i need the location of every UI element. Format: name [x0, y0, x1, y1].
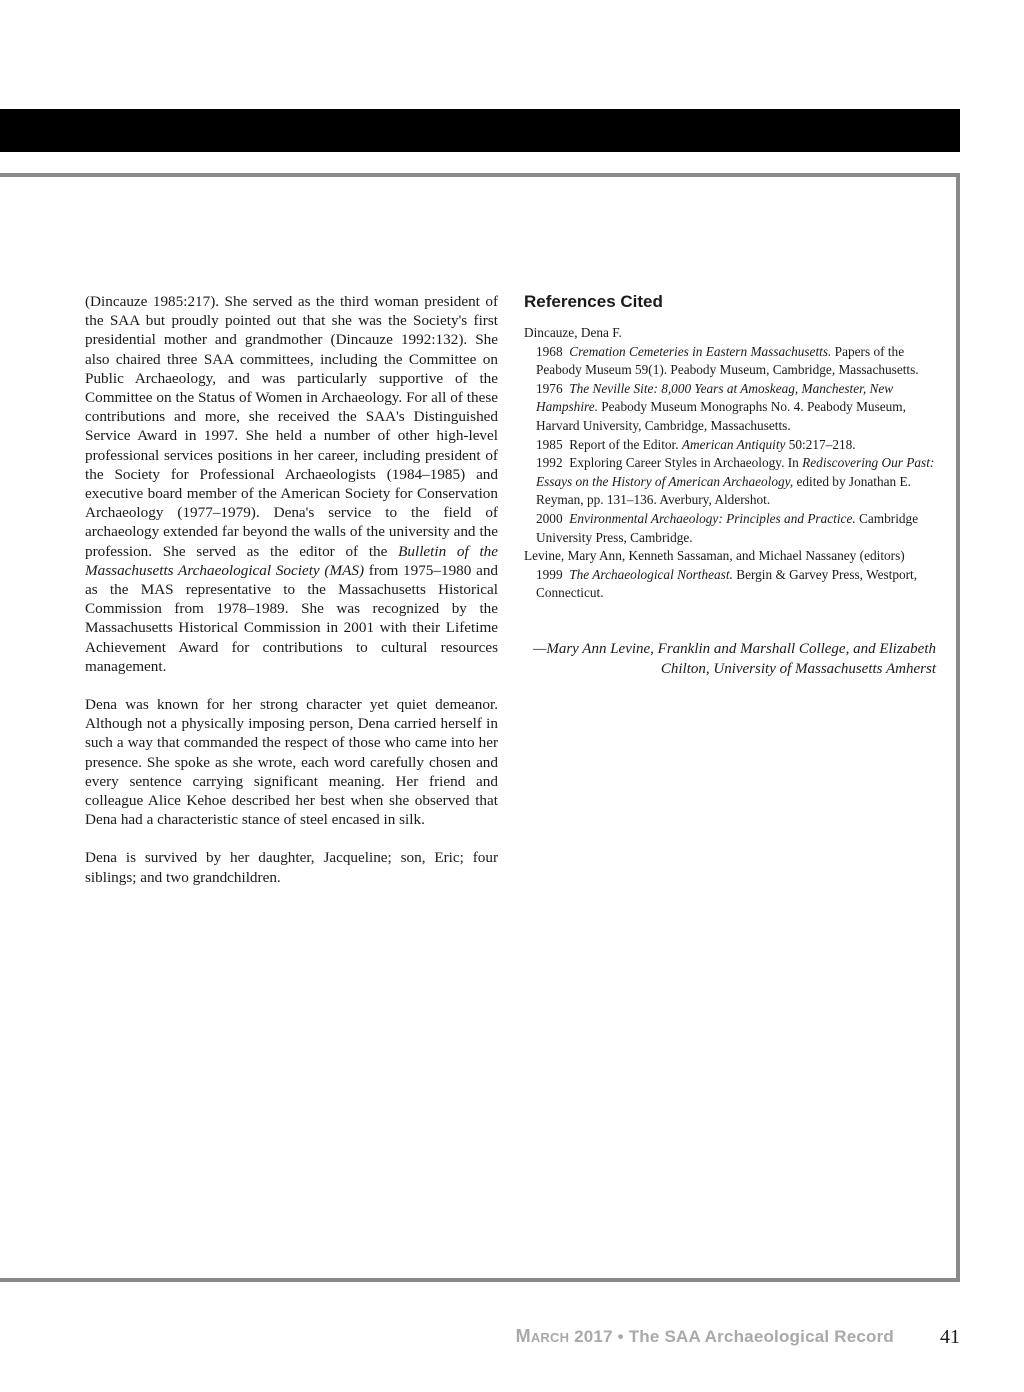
references-list: [524, 324, 936, 603]
reference-details: Bergin & Garvey Press, Westport, Connecticut.: [536, 566, 918, 601]
reference-entry: [536, 510, 936, 547]
page-number: 41: [940, 1326, 960, 1348]
paragraph-survived: Dena is survived by her daughter, Jacqueline; son, Eric; four siblings; and two grandchildren.: [85, 849, 498, 886]
references-heading: References Cited: [524, 292, 663, 311]
reference-author: Dincauze, Dena F.: [524, 325, 622, 340]
reference-year: 1992: [536, 455, 563, 471]
header-black-bar: [0, 109, 960, 152]
reference-entry: [536, 454, 936, 510]
reference-details: edited by Jonathan E. Reyman, pp. 131–136. Averbury, Aldershot.: [536, 473, 911, 508]
author-signature: —Mary Ann Levine, Franklin and Marshall College, and Elizabeth Chilton, University of Massachusetts Amherst: [532, 640, 936, 677]
reference-entry: [536, 343, 936, 380]
reference-year: 1968: [536, 343, 563, 359]
reference-details: Cambridge University Press, Cambridge.: [536, 510, 919, 545]
reference-details: Papers of the Peabody Museum 59(1). Peabody Museum, Cambridge, Massachusetts.: [536, 343, 919, 378]
reference-title: The Archaeological Northeast.: [569, 566, 733, 582]
paragraph-character: Dena was known for her strong character yet quiet demeanor. Although not a physically imposing person, Dena carried herself in such a way that commanded the respect of those who came into her presence. She spoke as she wrote, each word carefully chosen and every sentence carrying significant meaning. Her friend and colleague Alice Kehoe described her best when she observed that Dena had a characteristic stance of steel encased in silk.: [85, 696, 498, 829]
reference-year: 2000: [536, 510, 563, 526]
reference-title: Environmental Archaeology: Principles and Practice.: [569, 510, 856, 526]
reference-details: Exploring Career Styles in Archaeology. In: [569, 455, 803, 471]
reference-author: Levine, Mary Ann, Kenneth Sassaman, and Michael Nassaney (editors): [524, 548, 905, 564]
reference-entry: [536, 566, 936, 603]
reference-entry: [536, 436, 936, 455]
frame-right-rule: [956, 173, 960, 1282]
reference-details: Peabody Museum Monographs No. 4. Peabody Museum, Harvard University, Cambridge, Massachusetts.: [536, 399, 906, 433]
reference-journal: American Antiquity: [681, 436, 786, 452]
references-column: [524, 292, 936, 679]
reference-year: 1999: [536, 566, 563, 582]
reference-entry: [536, 380, 936, 436]
reference-details: 50:217–218.: [785, 436, 856, 452]
footer-month: March: [515, 1326, 570, 1346]
reference-year: 1976: [536, 380, 563, 396]
frame-top-rule: [0, 173, 960, 177]
page-footer: [516, 1326, 894, 1347]
reference-title: The Neville Site: 8,000 Years at Amoskeag, Manchester, New Hampshire.: [536, 380, 894, 415]
reference-title: Cremation Cemeteries in Eastern Massachusetts.: [569, 343, 832, 359]
bulletin-title: Bulletin of the Massachusetts Archaeological Society (MAS): [85, 542, 499, 579]
paragraph-service-text-a: (Dincauze 1985:217). She served as the third woman president of the SAA but proudly pointed out that she was the Society's first presidential mother and grandmother (Dincauze 1992:132). She also chaired three SAA committees, including the Committee on Public Archaeology, and was particularly supportive of the Committee on the Status of Women in Archaeology. For all of these contributions and more, she received the SAA's Distinguished Service Award in 1997. She held a number of other high-level professional services positions in her career, including president of the Society for Professional Archaeologists (1984–1985) and executive board member of the American Society for Conservation Archaeology (1977–1979). Dena's service to the field of archaeology extended far beyond the walls of the university and the profession. She served as the editor of the: [85, 293, 498, 560]
paragraph-service: [85, 292, 498, 676]
body-column: [85, 292, 498, 906]
frame-bottom-rule: [0, 1278, 960, 1282]
paragraph-service-text-b: from 1975–1980 and as the MAS representative to the Massachusetts Historical Commission from 1978–1989. She was recognized by the Massachusetts Historical Commission in 2001 with their Lifetime Achievement Award for contributions to cultural resources management.: [85, 561, 499, 675]
reference-details: Report of the Editor.: [569, 436, 682, 452]
reference-year: 1985: [536, 436, 563, 452]
reference-title: Rediscovering Our Past: Essays on the History of American Archaeology,: [536, 455, 935, 489]
footer-publication: 2017 • The SAA Archaeological Record: [569, 1327, 894, 1346]
